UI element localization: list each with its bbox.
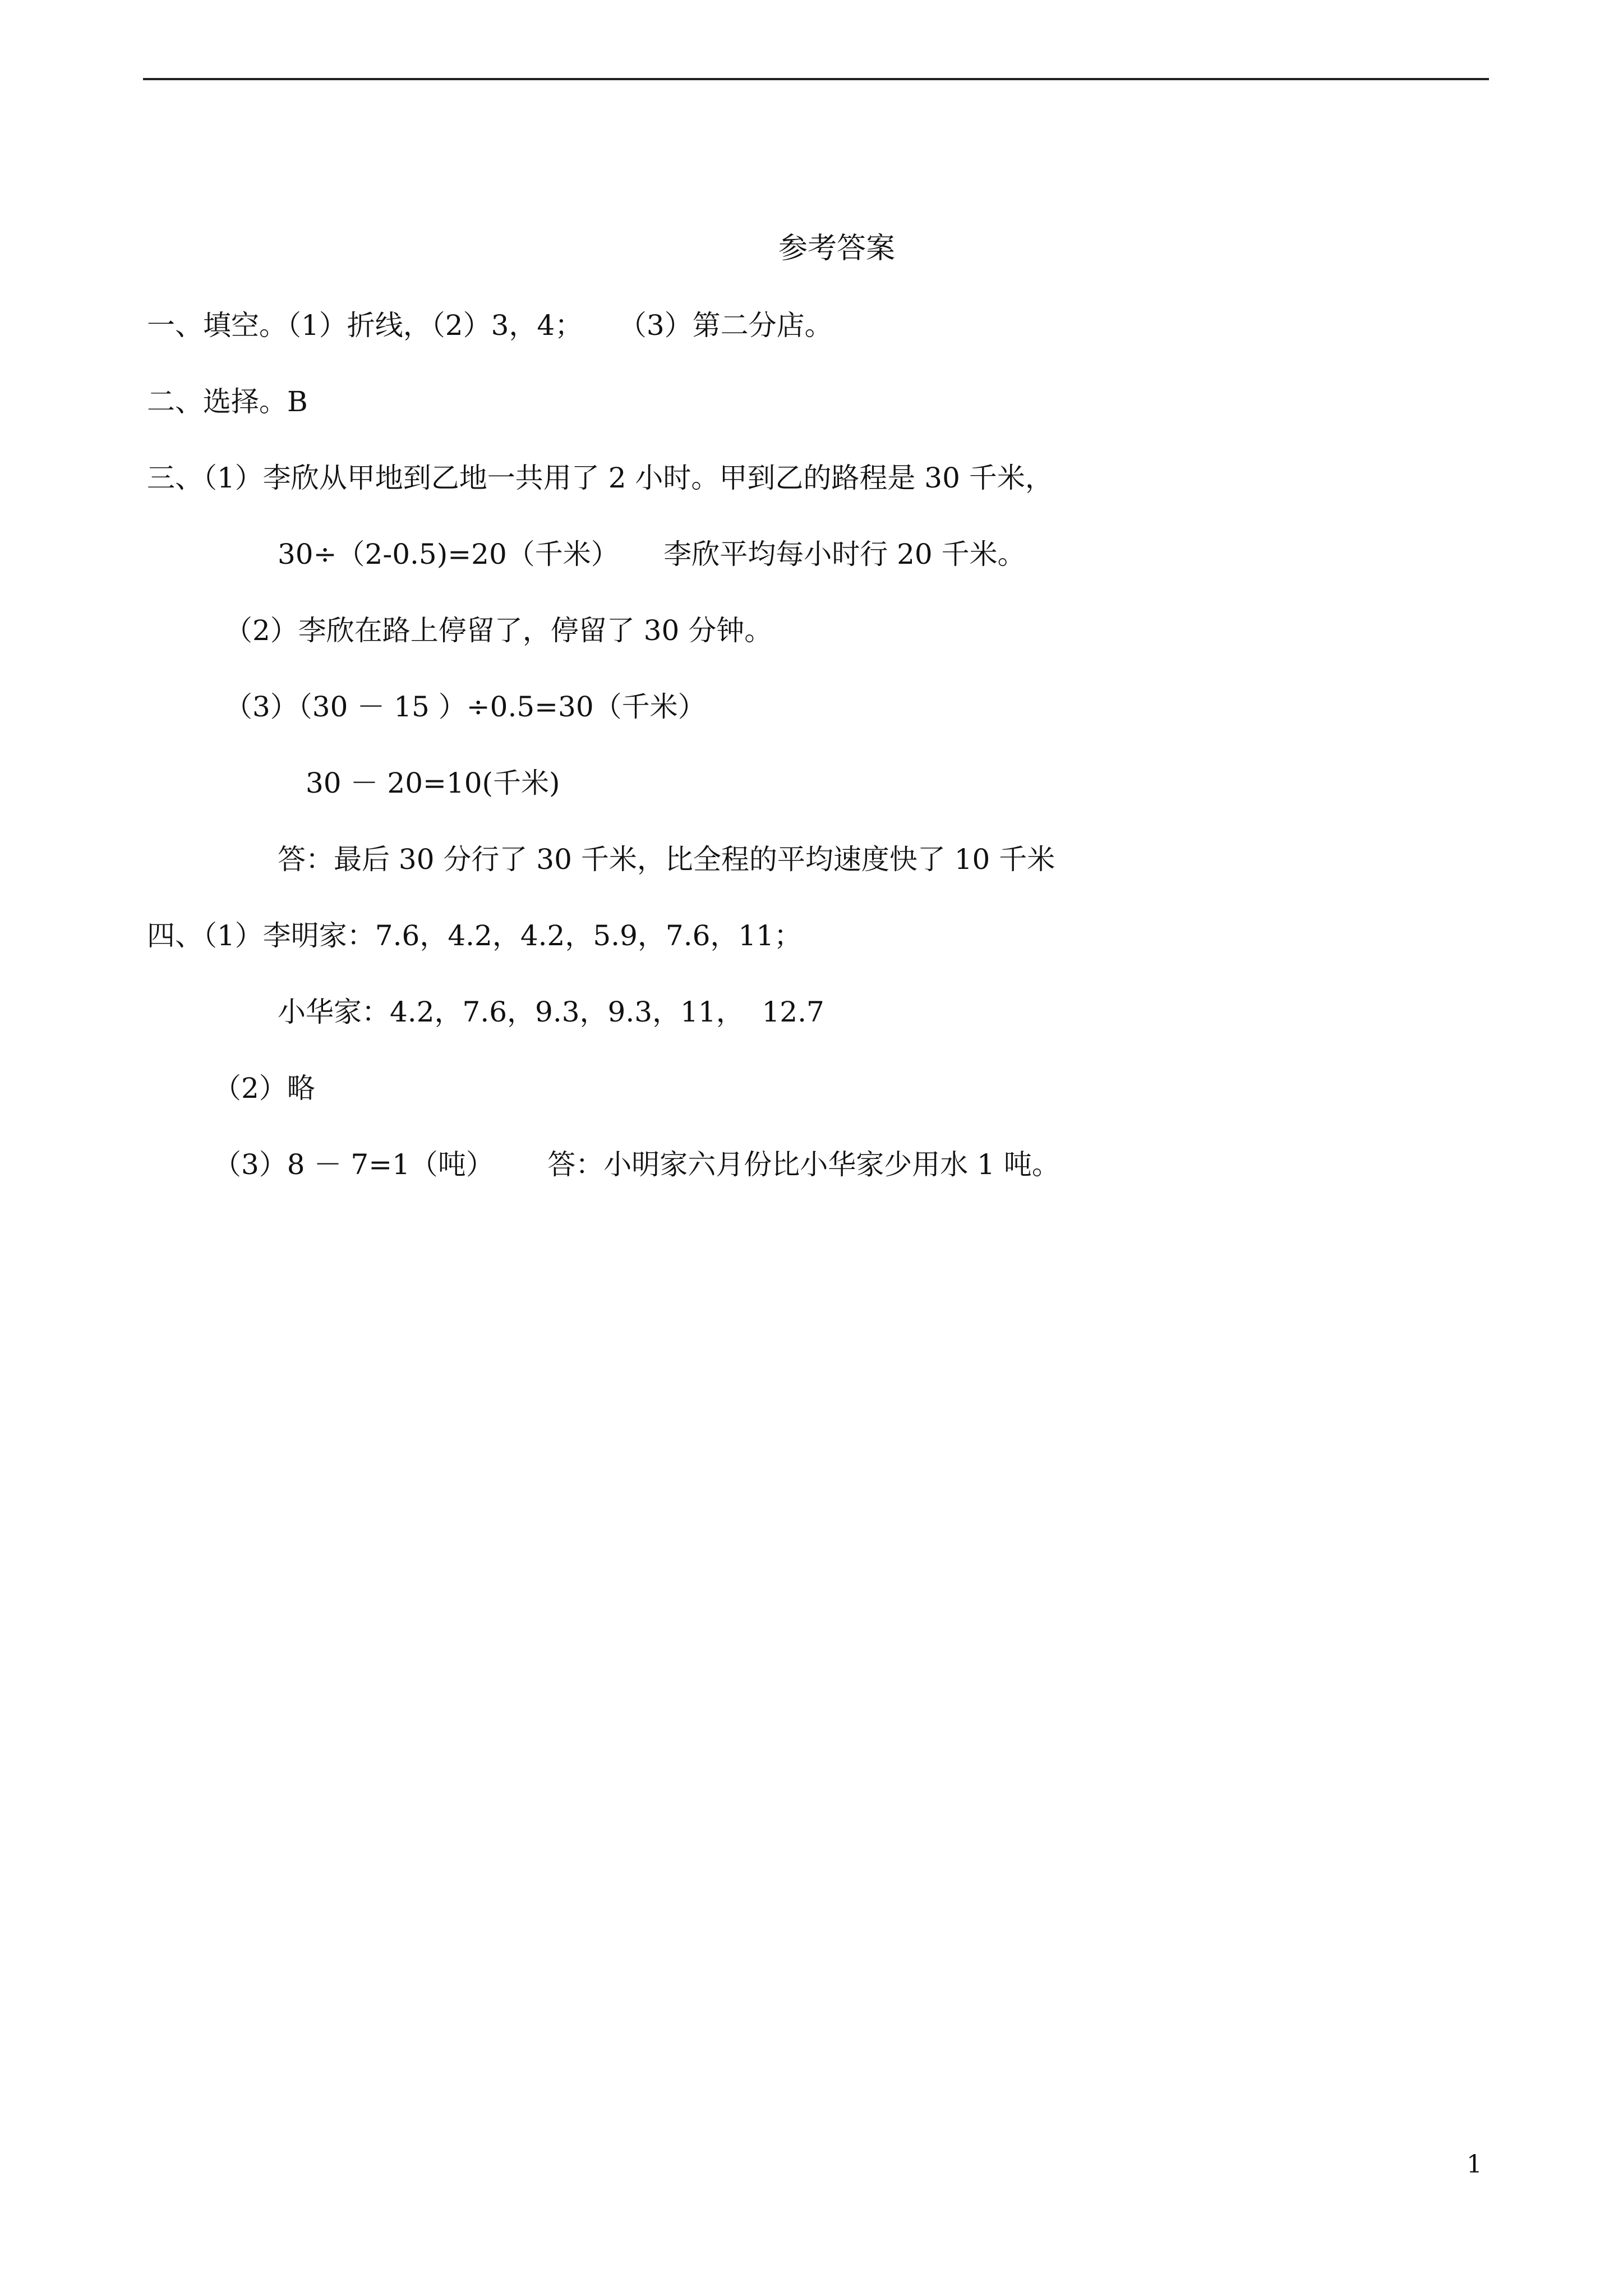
answer-q4-line-4: （3）8 － 7=1（吨） 答：小明家六月份比小华家少用水 1 吨。 [213,1148,1060,1181]
header-rule [143,78,1489,80]
answer-q4-line-2: 小华家：4.2，7.6，9.3，9.3，11， 12.7 [278,996,824,1028]
answer-fill-blank: 一、填空。（1）折线，（2）3，4； （3）第二分店。 [147,309,833,342]
answer-q3-line-6: 答：最后 30 分行了 30 千米，比全程的平均速度快了 10 千米 [278,843,1055,876]
answer-q3-line-3: （2）李欣在路上停留了，停留了 30 分钟。 [224,614,773,647]
answer-q3-line-1: 三、（1）李欣从甲地到乙地一共用了 2 小时。甲到乙的路程是 30 千米， [147,462,1053,494]
page-number: 1 [1467,2150,1482,2179]
answer-q4-line-3: （2）略 [213,1072,315,1105]
answer-q4-line-1: 四、（1）李明家：7.6，4.2，4.2，5.9，7.6，11； [147,919,803,952]
answer-choice: 二、选择。B [147,385,308,418]
answer-q3-line-4: （3）（30 － 15 ）÷0.5=30（千米） [224,691,706,723]
answer-q3-line-2: 30÷（2-0.5)=20（千米） 李欣平均每小时行 20 千米。 [278,538,1026,570]
page-title: 参考答案 [778,232,895,265]
answer-q3-line-5: 30 － 20=10(千米) [306,767,560,799]
